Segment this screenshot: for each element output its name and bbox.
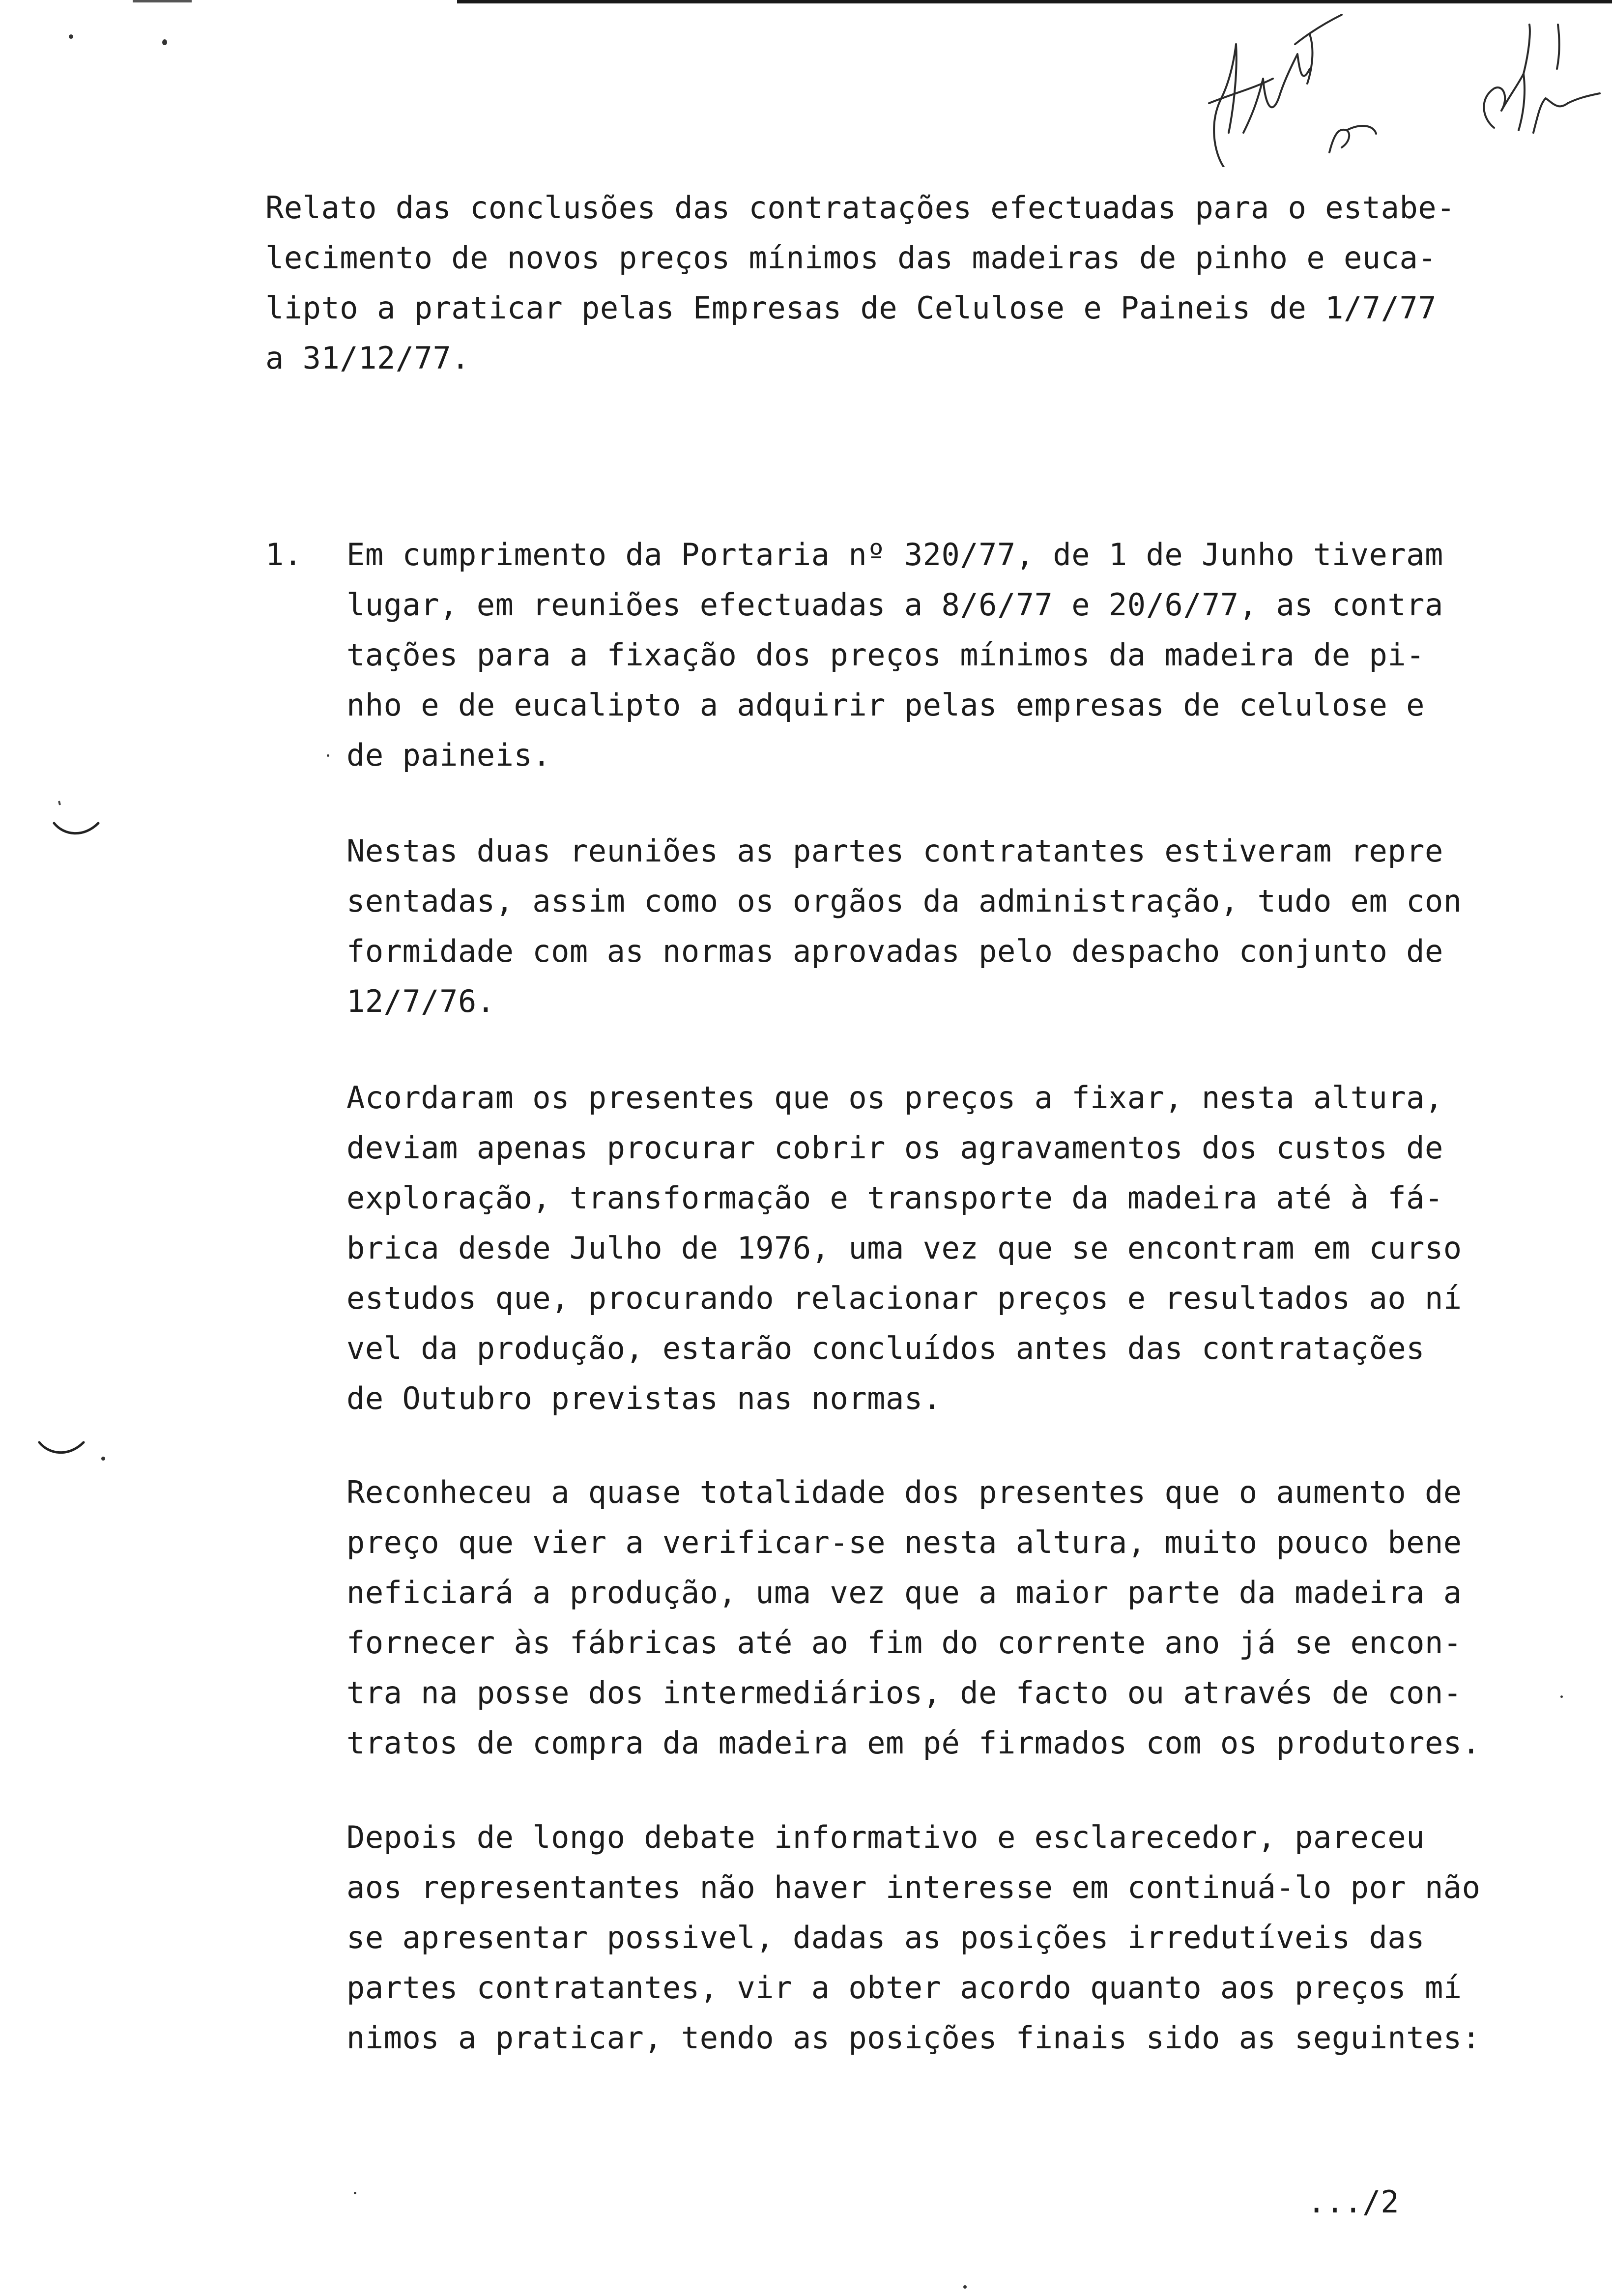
body-line: fornecer às fábricas até ao fim do corrente ano já se encon- — [346, 1625, 1462, 1661]
body-line: nimos a praticar, tendo as posições finais sido as seguintes: — [346, 2020, 1481, 2056]
body-line: tra na posse dos intermediários, de facto ou através de con- — [346, 1675, 1462, 1711]
body-line: partes contratantes, vir a obter acordo quanto aos preços mí — [346, 1970, 1462, 2006]
body-line: Depois de longo debate informativo e esclarecedor, pareceu — [346, 1819, 1425, 1855]
body-line: tações para a fixação dos preços mínimos da madeira de pi- — [346, 637, 1425, 673]
title-line: lecimento de novos preços mínimos das madeiras de pinho e euca- — [265, 240, 1437, 276]
body-line: de paineis. — [346, 737, 551, 773]
body-line: sentadas, assim como os orgãos da administração, tudo em con — [346, 883, 1462, 919]
body-line: nho e de eucalipto a adquirir pelas empresas de celulose e — [346, 687, 1425, 723]
scan-speck — [162, 39, 167, 45]
body-line: brica desde Julho de 1976, uma vez que se encontram em curso — [346, 1230, 1462, 1266]
body-line: Reconheceu a quase totalidade dos presentes que o aumento de — [346, 1474, 1462, 1510]
scan-speck — [1560, 1695, 1563, 1698]
body-line: vel da produção, estarão concluídos antes das contratações — [346, 1330, 1425, 1366]
body-line: Em cumprimento da Portaria nº 320/77, de 1 de Junho tiveram — [346, 537, 1443, 573]
scan-speck — [69, 34, 73, 39]
body-line: 12/7/76. — [346, 983, 495, 1019]
body-line: tratos de compra da madeira em pé firmados com os produtores. — [346, 1725, 1481, 1761]
body-line: de Outubro previstas nas normas. — [346, 1380, 942, 1416]
body-line: Acordaram os presentes que os preços a fixar, nesta altura, — [346, 1080, 1443, 1116]
title-line: Relato das conclusões das contratações efectuadas para o estabe- — [265, 190, 1455, 226]
body-line: lugar, em reuniões efectuadas a 8/6/77 e 20/6/77, as contra — [346, 587, 1443, 623]
title-line: a 31/12/77. — [265, 340, 470, 376]
body-line: se apresentar possivel, dadas as posições irredutíveis das — [346, 1920, 1425, 1955]
margin-hole-mark — [34, 1415, 108, 1469]
title-line: lipto a praticar pelas Empresas de Celulose e Paineis de 1/7/77 — [265, 290, 1437, 326]
body-line: deviam apenas procurar cobrir os agravamentos dos custos de — [346, 1130, 1443, 1166]
page-continuation: .../2 — [1307, 2184, 1399, 2220]
section-number: 1. — [265, 537, 302, 573]
body-line: preço que vier a verificar-se nesta altura, muito pouco bene — [346, 1524, 1462, 1560]
body-line: aos representantes não haver interesse em continuá-lo por não — [346, 1869, 1481, 1905]
margin-hole-mark — [49, 796, 103, 850]
body-line: formidade com as normas aprovadas pelo despacho conjunto de — [346, 933, 1443, 969]
top-edge-rule — [457, 0, 1612, 3]
handwritten-annotation — [1180, 5, 1602, 167]
scan-speck — [963, 2285, 967, 2289]
top-edge-mark — [133, 0, 192, 2]
body-line: neficiará a produção, uma vez que a maior parte da madeira a — [346, 1575, 1462, 1610]
body-line: exploração, transformação e transporte da madeira até à fá- — [346, 1180, 1443, 1216]
scan-speck — [327, 754, 329, 757]
body-line: estudos que, procurando relacionar preços e resultados ao ní — [346, 1280, 1462, 1316]
body-line: Nestas duas reuniões as partes contratantes estiveram repre — [346, 833, 1443, 869]
scan-speck — [354, 2192, 356, 2194]
